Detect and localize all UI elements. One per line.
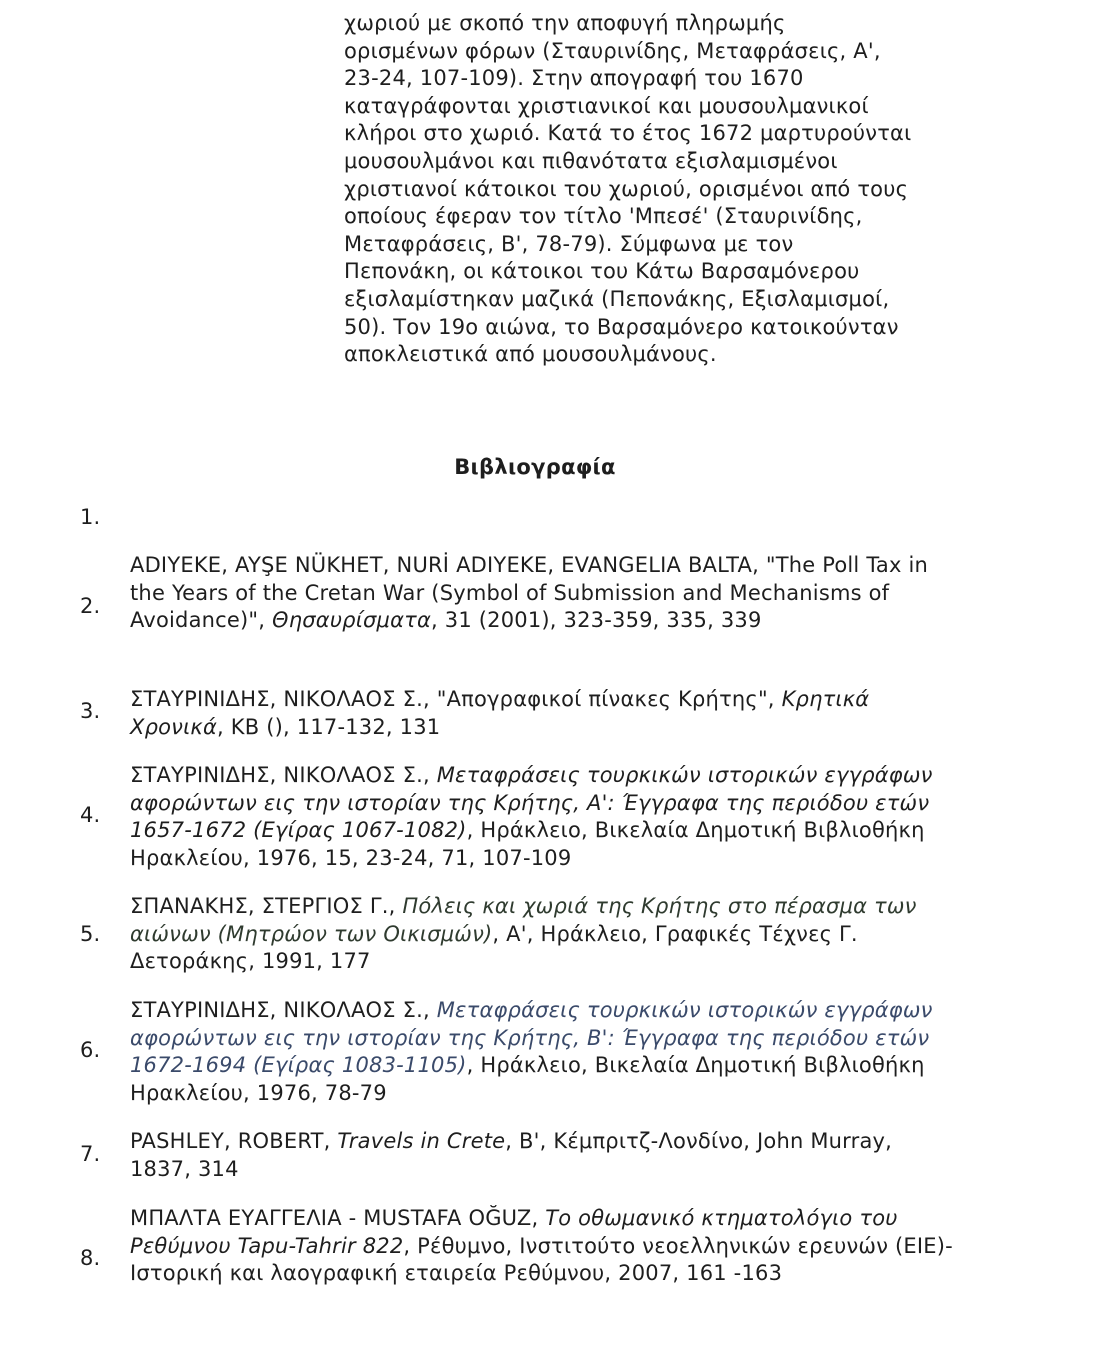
- item-text-part: PASHLEY, ROBERT,: [130, 1129, 338, 1153]
- item-text-part: Θησαυρίσματα: [272, 608, 432, 633]
- item-text-part: ΣΤΑΥΡΙΝΙΔΗΣ, ΝΙΚΟΛΑΟΣ Σ., "Απογραφικοί πίνακες Κρήτης",: [130, 687, 782, 711]
- bibliography-item-5: [80, 893, 960, 977]
- item-text-part: , Α', Ηράκλειο, Γραφικές Τέχνες Γ. Δετοράκης, 1991, 177: [130, 921, 858, 974]
- intro-paragraph: [344, 10, 964, 369]
- item-text-part: ΣΤΑΥΡΙΝΙΔΗΣ, ΝΙΚΟΛΑΟΣ Σ.,: [130, 998, 437, 1022]
- item-text-part: ADIYEKE, AYŞE NÜKHET, NURİ ADIYEKE, EVANGELIA BALTA, "The Poll Tax in the Years of the Cretan War (Symbol of Submission and Mechanisms of Avoidance)",: [130, 553, 928, 633]
- item-text-part: ΣΤΑΥΡΙΝΙΔΗΣ, ΝΙΚΟΛΑΟΣ Σ.,: [130, 763, 437, 787]
- item-text-part: , 31 (2001), 323-359, 335, 339: [431, 608, 762, 633]
- item-text: [130, 997, 960, 1107]
- item-text: [130, 552, 960, 635]
- item-number: 6.: [80, 1038, 101, 1062]
- bibliography-heading: Βιβλιογραφία: [454, 455, 616, 479]
- item-text-part: , Ηράκλειο, Βικελαία Δημοτική Βιβλιοθήκη Ηρακλείου, 1976, 78-79: [130, 1053, 925, 1105]
- bibliography-item-3: [80, 686, 960, 742]
- bibliography-item-7: [80, 1128, 960, 1184]
- item-number: 7.: [80, 1142, 101, 1166]
- item-text-part: Κρητικά Χρονικά: [130, 687, 870, 739]
- bibliography-item-8: [80, 1205, 960, 1317]
- item-text: [130, 1128, 960, 1183]
- item-text-part: , Ρέθυμνο, Ινστιτούτο νεοελληνικών ερευνών (ΕΙΕ)- Ιστορική και λαογραφική εταιρεία Ρεθύμνου, 2007, 161 -163: [130, 1233, 953, 1286]
- item-text: [130, 893, 960, 976]
- item-number: 2.: [80, 594, 101, 618]
- item-text-part: Πόλεις και χωριά της Κρήτης στο πέρασμα των αιώνων (Μητρώον των Οικισμών): [130, 894, 917, 946]
- item-text: [130, 1205, 960, 1288]
- bibliography-item-6: [80, 997, 960, 1109]
- bibliography-item-4: [80, 762, 960, 874]
- item-text-part: ΣΠΑΝΑΚΗΣ, ΣΤΕΡΓΙΟΣ Γ.,: [130, 894, 403, 918]
- item-text: [130, 762, 960, 872]
- item-text-part: Μεταφράσεις τουρκικών ιστορικών εγγράφων αφορώντων εις την ιστορίαν της Κρήτης, Α': Έγγραφα της περιόδου ετών 1657-1672 (Εγίρας 1067-1082): [130, 763, 933, 843]
- item-text: [130, 686, 960, 741]
- item-number: 8.: [80, 1246, 101, 1270]
- item-text-part: Travels in Crete: [337, 1129, 506, 1153]
- item-number: 4.: [80, 803, 101, 827]
- item-number: 5.: [80, 922, 101, 946]
- item-number: 3.: [80, 699, 101, 723]
- item-text-part: , Ηράκλειο, Βικελαία Δημοτική Βιβλιοθήκη Ηρακλείου, 1976, 15, 23-24, 71, 107-109: [130, 818, 925, 870]
- item-text-part: ΜΠΑΛΤΑ ΕΥΑΓΓΕΛΙΑ - MUSTAFA OĞUZ,: [130, 1206, 546, 1230]
- item-text-part: Το οθωμανικό κτηματολόγιο του Ρεθύμνου Tapu-Tahrir 822: [130, 1206, 898, 1258]
- item-number: 1.: [80, 505, 101, 529]
- item-text-part: , ΚΒ (), 117-132, 131: [217, 714, 441, 739]
- bibliography-item-2: [80, 552, 960, 664]
- intro-text: χωριού με σκοπό την αποφυγή πληρωμής ορισμένων φόρων (Σταυρινίδης, Μεταφράσεις, Α', 23-24, 107-109). Στην απογραφή του 1670 καταγράφονται χριστιανικοί και μουσουλμανικοί κλήροι στο χωριό. Κατά το έτος 1672 μαρτυρούνται μουσουλμάνοι και πιθανότατα εξισλαμισμένοι χριστιανοί κάτοικοι του χωριού, ορισμένοι από τους οποίους έφεραν τον τίτλο 'Μπεσέ' (Σταυρινίδης, Μεταφράσεις, Β', 78-79). Σύμφωνα με τον Πεπονάκη, οι κάτοικοι του Κάτω Βαρσαμόνερου εξισλαμίστηκαν μαζικά (Πεπονάκης, Εξισλαμισμοί, 50). Τον 19ο αιώνα, το Βαρσαμόνερο κατοικούνταν αποκλειστικά από μουσουλμάνους.: [344, 11, 912, 367]
- bibliography-item-1: [80, 504, 960, 532]
- item-text-part: , Β', Κέμπριτζ-Λονδίνο, John Murray, 1837, 314: [130, 1129, 893, 1181]
- item-text-part: Μεταφράσεις τουρκικών ιστορικών εγγράφων αφορώντων εις την ιστορίαν της Κρήτης, Β': Έγγραφα της περιόδου ετών 1672-1694 (Εγίρας 1083-1105): [130, 998, 933, 1078]
